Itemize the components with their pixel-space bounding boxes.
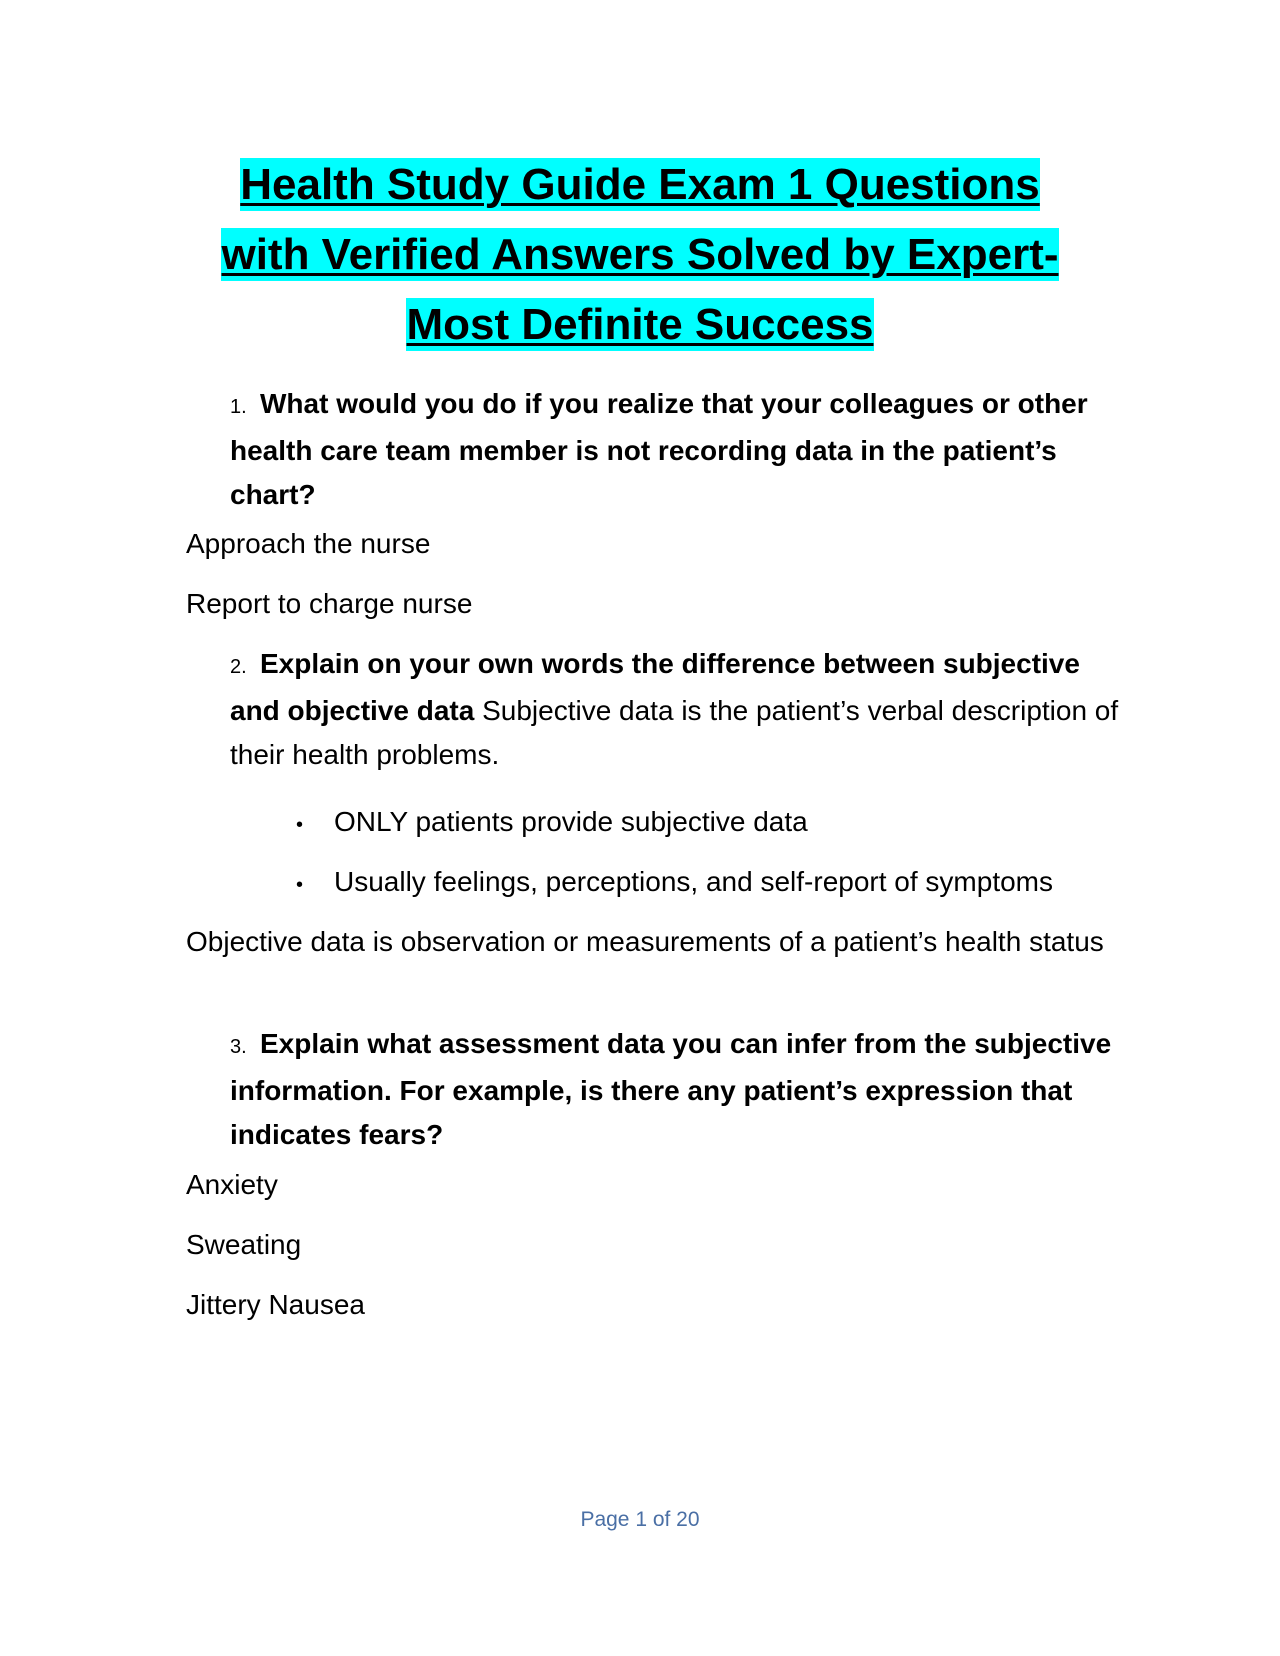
question-2-number: 2. [230,656,247,678]
document-title [150,150,1130,360]
answer-1-1: Approach the nurse [186,528,431,559]
bullet-item [296,860,1176,907]
question-1 [230,382,1130,517]
answer-2-1: Objective data is observation or measurements of a patient’s health status [186,926,1104,957]
bullet-text-2: Usually feelings, perceptions, and self-report of symptoms [334,866,1053,897]
question-1-text: What would you do if you realize that your colleagues or other health care team member is not recording data in the patient’s chart? [230,388,1088,510]
answer-1-2: Report to charge nurse [186,588,473,619]
title-line-2: with Verified Answers Solved by Expert- [221,230,1059,279]
answer-3-1: Anxiety [186,1169,278,1200]
question-3-text: Explain what assessment data you can infer from the subjective information. For example, is there any patient’s expression that indicates fears? [230,1028,1112,1150]
question-3 [230,1022,1130,1157]
page-number-footer: Page 1 of 20 [580,1508,700,1531]
question-3-number: 3. [230,1036,247,1058]
question-2 [230,642,1130,777]
question-1-number: 1. [230,396,247,418]
question-2-inline-answer: Subjective data is the patient’s verbal description of their health problems. [230,695,1119,770]
title-line-1: Health Study Guide Exam 1 Questions [240,160,1040,209]
question-2-text: Explain on your own words the difference between subjective and objective data [230,648,1080,726]
bullet-item [296,800,1176,847]
answer-3-2: Sweating [186,1229,302,1260]
bullet-symbol: • [296,874,304,896]
bullet-symbol: • [296,814,304,836]
title-line-3: Most Definite Success [406,300,874,349]
bullet-text-1: ONLY patients provide subjective data [334,806,808,837]
answer-3-3: Jittery Nausea [186,1289,365,1320]
